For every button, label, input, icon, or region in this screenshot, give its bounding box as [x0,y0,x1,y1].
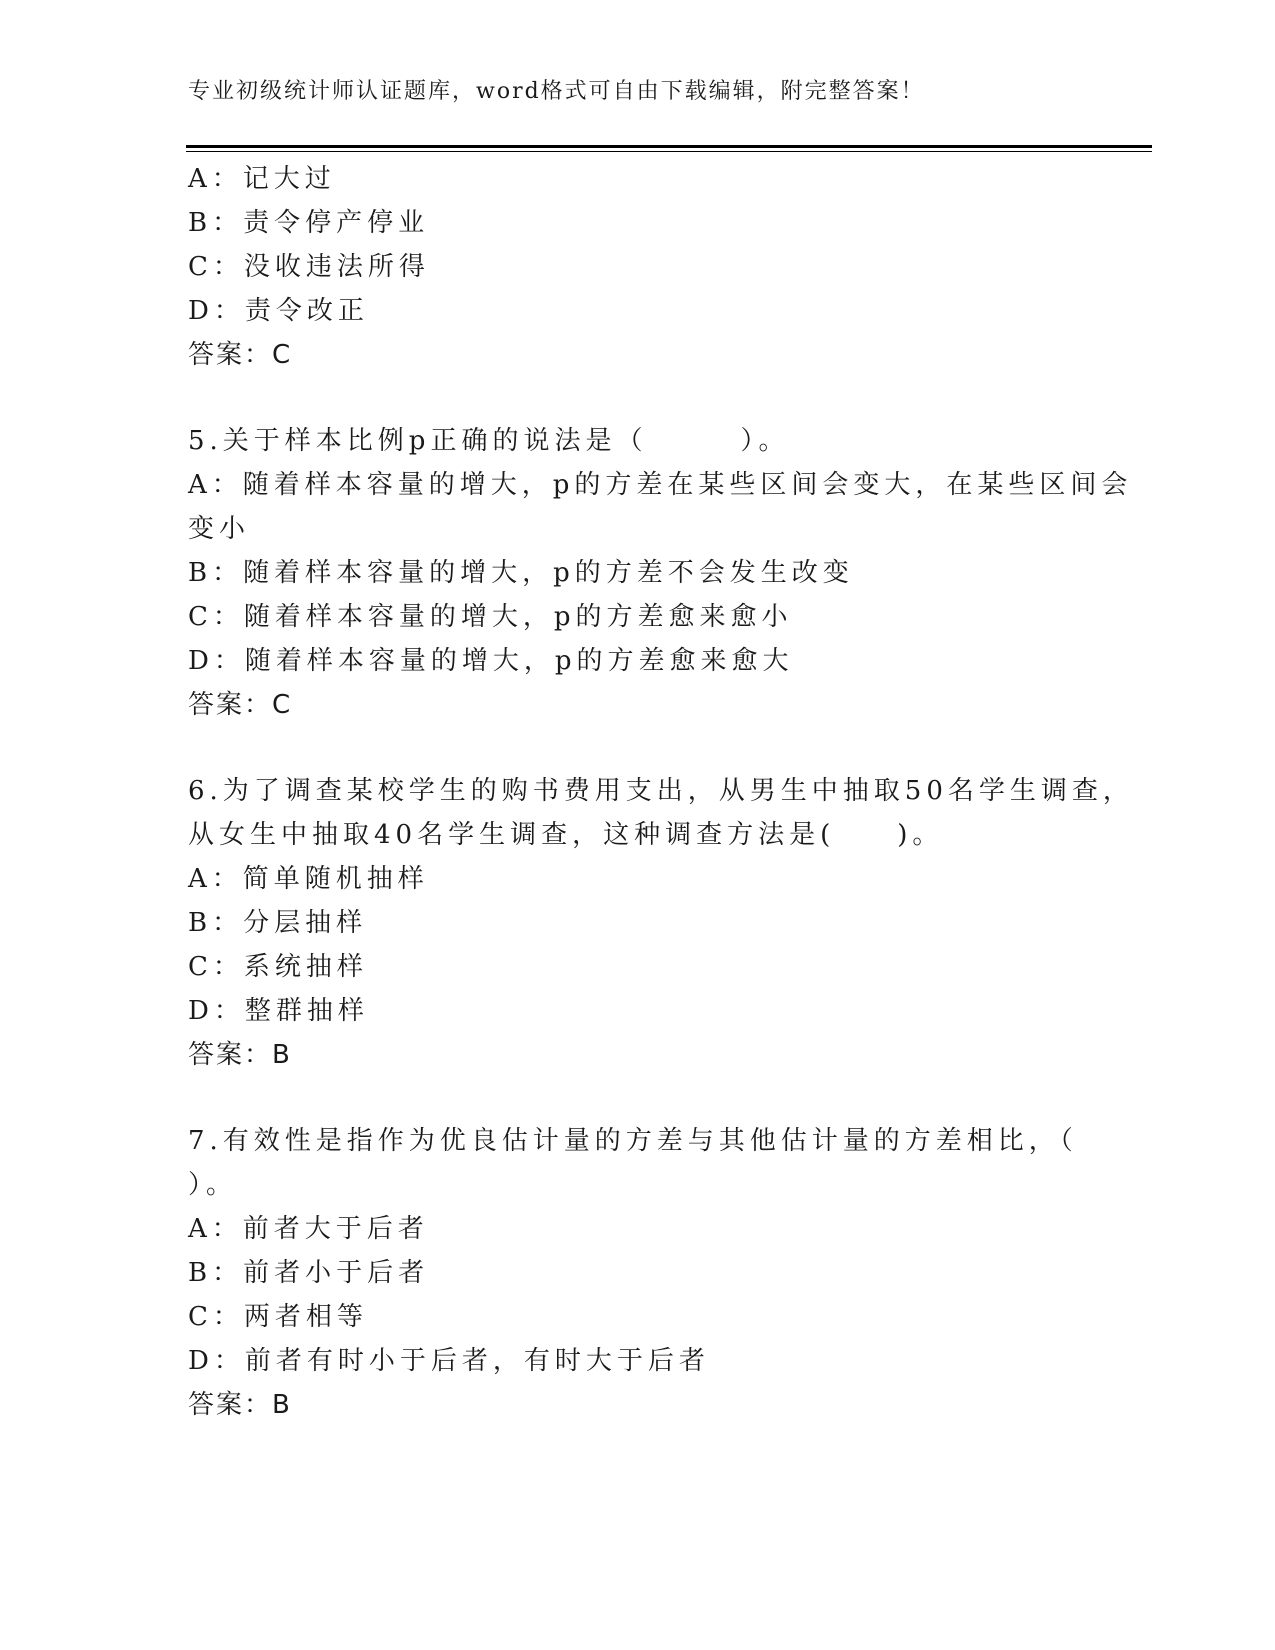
q7-option-c: C：两者相等 [188,1302,368,1332]
header-rule-thin [186,151,1152,152]
q5-option-c: C：随着样本容量的增大，p的方差愈来愈小 [188,602,793,632]
q7-option-d: D：前者有时小于后者，有时大于后者 [188,1346,710,1376]
q6-option-a: A：简单随机抽样 [188,864,429,894]
q4-option-a: A：记大过 [188,164,336,194]
q7-stem-line2: ）。 [188,1170,238,1200]
q4-option-d: D：责令改正 [188,296,369,326]
header-rule-thick [186,145,1152,148]
q5-option-d: D：随着样本容量的增大，p的方差愈来愈大 [188,646,794,676]
q4-answer: 答案：C [188,340,293,370]
q7-stem-line1: 7.有效性是指作为优良估计量的方差与其他估计量的方差相比，（ [188,1126,1078,1156]
page-header: 专业初级统计师认证题库，word格式可自由下载编辑，附完整答案！ [188,79,925,104]
q5-answer: 答案：C [188,690,293,720]
q7-option-b: B：前者小于后者 [188,1258,430,1288]
q5-option-a-cont: 变小 [188,514,251,544]
q5-option-b: B：随着样本容量的增大，p的方差不会发生改变 [188,558,854,588]
q5-stem: 5.关于样本比例p正确的说法是（ ）。 [188,426,790,456]
q6-option-b: B：分层抽样 [188,908,368,938]
q4-option-b: B：责令停产停业 [188,208,430,238]
q4-option-c: C：没收违法所得 [188,252,430,282]
q6-answer: 答案：B [188,1040,292,1070]
q5-option-a: A：随着样本容量的增大，p的方差在某些区间会变大，在某些区间会 [188,470,1133,500]
q6-option-c: C：系统抽样 [188,952,368,982]
q6-stem-line1: 6.为了调查某校学生的购书费用支出，从男生中抽取50名学生调查， [188,776,1134,806]
q7-answer: 答案：B [188,1390,292,1420]
q6-option-d: D：整群抽样 [188,996,369,1026]
q7-option-a: A：前者大于后者 [188,1214,429,1244]
q6-stem-line2: 从女生中抽取40名学生调查，这种调查方法是( )。 [188,820,944,850]
